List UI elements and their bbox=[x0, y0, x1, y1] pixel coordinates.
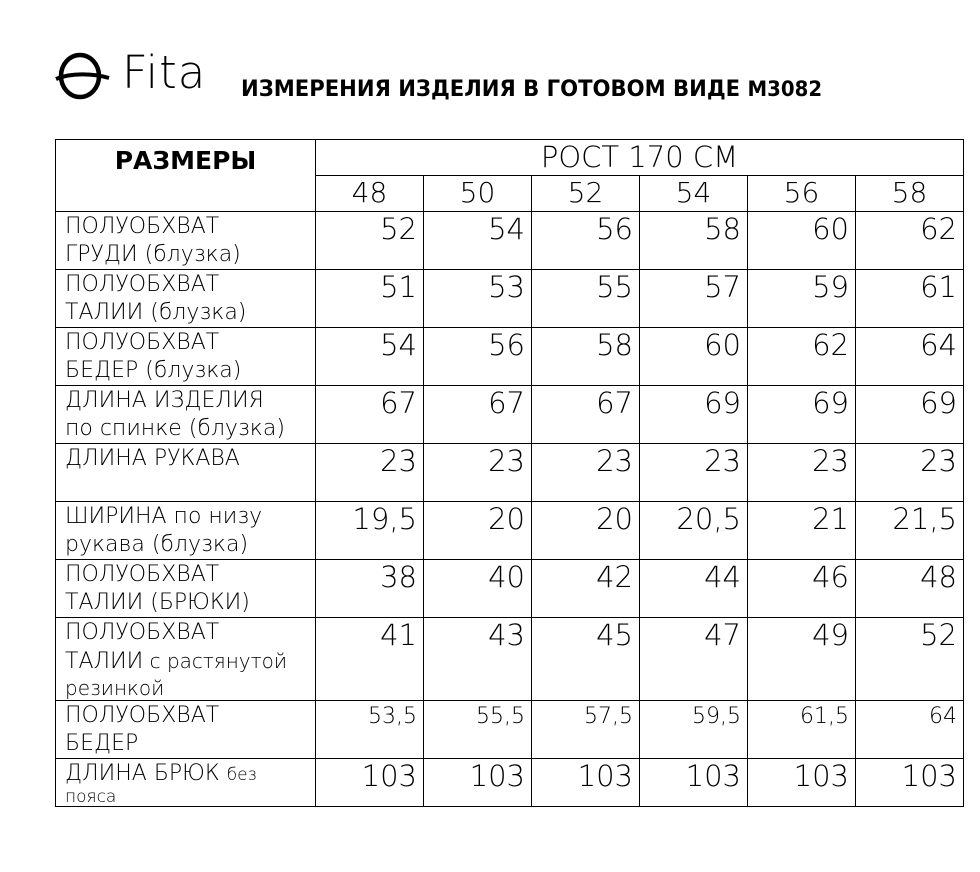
value-cell: 103 bbox=[640, 759, 748, 807]
value-cell: 103 bbox=[424, 759, 532, 807]
value-cell: 40 bbox=[424, 560, 532, 618]
size-header: 56 bbox=[783, 176, 820, 209]
size-header-cell bbox=[856, 176, 964, 212]
table-row bbox=[56, 328, 964, 386]
value-cell: 56 bbox=[424, 328, 532, 386]
title-text: ИЗМЕРЕНИЯ ИЗДЕЛИЯ В ГОТОВОМ ВИДЕ bbox=[241, 76, 741, 102]
value-cell: 53 bbox=[424, 270, 532, 328]
size-header-cell bbox=[424, 176, 532, 212]
value-cell: 47 bbox=[640, 618, 748, 701]
row-label bbox=[56, 212, 316, 270]
value-cell: 41 bbox=[316, 618, 424, 701]
value-cell: 62 bbox=[748, 328, 856, 386]
row-label bbox=[56, 618, 316, 701]
size-header-cell bbox=[748, 176, 856, 212]
value-cell: 46 bbox=[748, 560, 856, 618]
value-cell: 55 bbox=[532, 270, 640, 328]
row-label-line: ТАЛИИ (блузка) bbox=[65, 300, 247, 325]
value-cell: 64 bbox=[856, 701, 964, 759]
value-cell: 21,5 bbox=[856, 502, 964, 560]
row-label-part: без bbox=[226, 765, 257, 785]
table-row bbox=[56, 560, 964, 618]
row-label bbox=[56, 502, 316, 560]
value-cell: 61,5 bbox=[748, 701, 856, 759]
row-label bbox=[56, 386, 316, 444]
value-cell: 42 bbox=[532, 560, 640, 618]
value-cell: 67 bbox=[316, 386, 424, 444]
row-label-line bbox=[65, 647, 315, 676]
table-row bbox=[56, 502, 964, 560]
value-cell: 44 bbox=[640, 560, 748, 618]
table-row bbox=[56, 701, 964, 759]
table-row bbox=[56, 759, 964, 807]
height-header-cell bbox=[316, 140, 964, 176]
value-cell: 61 bbox=[856, 270, 964, 328]
value-cell: 54 bbox=[316, 328, 424, 386]
row-label-line: ПОЛУОБХВАТ bbox=[65, 272, 220, 297]
row-label-line: ПОЛУОБХВАТ bbox=[65, 620, 220, 645]
size-header-cell bbox=[316, 176, 424, 212]
value-cell: 103 bbox=[532, 759, 640, 807]
document-title bbox=[241, 74, 822, 104]
sizes-header: РАЗМЕРЫ bbox=[114, 146, 257, 175]
row-label-line: рукава (блузка) bbox=[65, 532, 249, 557]
row-label bbox=[56, 560, 316, 618]
row-label-line bbox=[65, 760, 315, 788]
table-row bbox=[56, 618, 964, 701]
table-row bbox=[56, 270, 964, 328]
value-cell: 20 bbox=[424, 502, 532, 560]
row-label-line: ГРУДИ (блузка) bbox=[65, 242, 241, 267]
row-label bbox=[56, 270, 316, 328]
value-cell: 23 bbox=[532, 444, 640, 502]
row-label-line: БЕДЕР (блузка) bbox=[65, 358, 242, 383]
row-label-line: резинкой bbox=[65, 676, 165, 700]
row-label-line: пояса bbox=[65, 787, 117, 807]
size-header: 54 bbox=[675, 176, 712, 209]
value-cell: 59,5 bbox=[640, 701, 748, 759]
value-cell: 23 bbox=[640, 444, 748, 502]
row-label bbox=[56, 759, 316, 807]
value-cell: 69 bbox=[748, 386, 856, 444]
value-cell: 69 bbox=[640, 386, 748, 444]
row-label bbox=[56, 444, 316, 502]
value-cell: 23 bbox=[316, 444, 424, 502]
size-header-cell bbox=[640, 176, 748, 212]
sizes-header-cell bbox=[56, 140, 316, 212]
size-header: 50 bbox=[459, 176, 496, 209]
row-label-line: по спинке (блузка) bbox=[65, 416, 285, 441]
header-row-height bbox=[56, 140, 964, 176]
brand-wordmark: Fita bbox=[122, 46, 207, 99]
value-cell: 23 bbox=[856, 444, 964, 502]
value-cell: 38 bbox=[316, 560, 424, 618]
value-cell: 53,5 bbox=[316, 701, 424, 759]
brand-logo bbox=[54, 44, 224, 104]
row-label-part: с растянутой bbox=[143, 649, 288, 673]
value-cell: 20,5 bbox=[640, 502, 748, 560]
value-cell: 103 bbox=[316, 759, 424, 807]
value-cell: 103 bbox=[748, 759, 856, 807]
table-row bbox=[56, 444, 964, 502]
value-cell: 103 bbox=[856, 759, 964, 807]
value-cell: 62 bbox=[856, 212, 964, 270]
row-label bbox=[56, 328, 316, 386]
value-cell: 45 bbox=[532, 618, 640, 701]
value-cell: 67 bbox=[424, 386, 532, 444]
model-code: М3082 bbox=[747, 77, 823, 101]
row-label-part: ТАЛИИ bbox=[65, 649, 144, 674]
height-header: РОСТ 170 СМ bbox=[540, 140, 739, 174]
row-label-line: БЕДЕР bbox=[65, 731, 139, 756]
value-cell: 52 bbox=[856, 618, 964, 701]
row-label-line: ПОЛУОБХВАТ bbox=[65, 562, 220, 587]
row-label-line: ПОЛУОБХВАТ bbox=[65, 703, 220, 728]
value-cell: 59 bbox=[748, 270, 856, 328]
table-row bbox=[56, 386, 964, 444]
row-label-line: ПОЛУОБХВАТ bbox=[65, 214, 220, 239]
size-header: 52 bbox=[567, 176, 604, 209]
value-cell: 23 bbox=[424, 444, 532, 502]
measurements-table bbox=[55, 139, 964, 807]
value-cell: 55,5 bbox=[424, 701, 532, 759]
value-cell: 69 bbox=[856, 386, 964, 444]
value-cell: 48 bbox=[856, 560, 964, 618]
fita-logo-icon bbox=[54, 48, 110, 100]
value-cell: 20 bbox=[532, 502, 640, 560]
size-header: 58 bbox=[891, 176, 928, 209]
value-cell: 21 bbox=[748, 502, 856, 560]
row-label-line: ТАЛИИ (БРЮКИ) bbox=[65, 590, 250, 615]
value-cell: 57,5 bbox=[532, 701, 640, 759]
row-label-line: ШИРИНА по низу bbox=[65, 504, 263, 529]
value-cell: 54 bbox=[424, 212, 532, 270]
value-cell: 57 bbox=[640, 270, 748, 328]
value-cell: 58 bbox=[640, 212, 748, 270]
value-cell: 51 bbox=[316, 270, 424, 328]
value-cell: 52 bbox=[316, 212, 424, 270]
row-label bbox=[56, 701, 316, 759]
value-cell: 64 bbox=[856, 328, 964, 386]
row-label-line: ДЛИНА РУКАВА bbox=[65, 446, 240, 471]
row-label-line: ПОЛУОБХВАТ bbox=[65, 330, 220, 355]
value-cell: 60 bbox=[640, 328, 748, 386]
size-header-cell bbox=[532, 176, 640, 212]
table-row bbox=[56, 212, 964, 270]
size-header: 48 bbox=[351, 176, 388, 209]
value-cell: 49 bbox=[748, 618, 856, 701]
value-cell: 56 bbox=[532, 212, 640, 270]
value-cell: 58 bbox=[532, 328, 640, 386]
row-label-line: ДЛИНА ИЗДЕЛИЯ bbox=[65, 388, 264, 413]
value-cell: 67 bbox=[532, 386, 640, 444]
value-cell: 19,5 bbox=[316, 502, 424, 560]
row-label-part: ДЛИНА БРЮК bbox=[65, 761, 220, 786]
value-cell: 43 bbox=[424, 618, 532, 701]
value-cell: 23 bbox=[748, 444, 856, 502]
value-cell: 60 bbox=[748, 212, 856, 270]
